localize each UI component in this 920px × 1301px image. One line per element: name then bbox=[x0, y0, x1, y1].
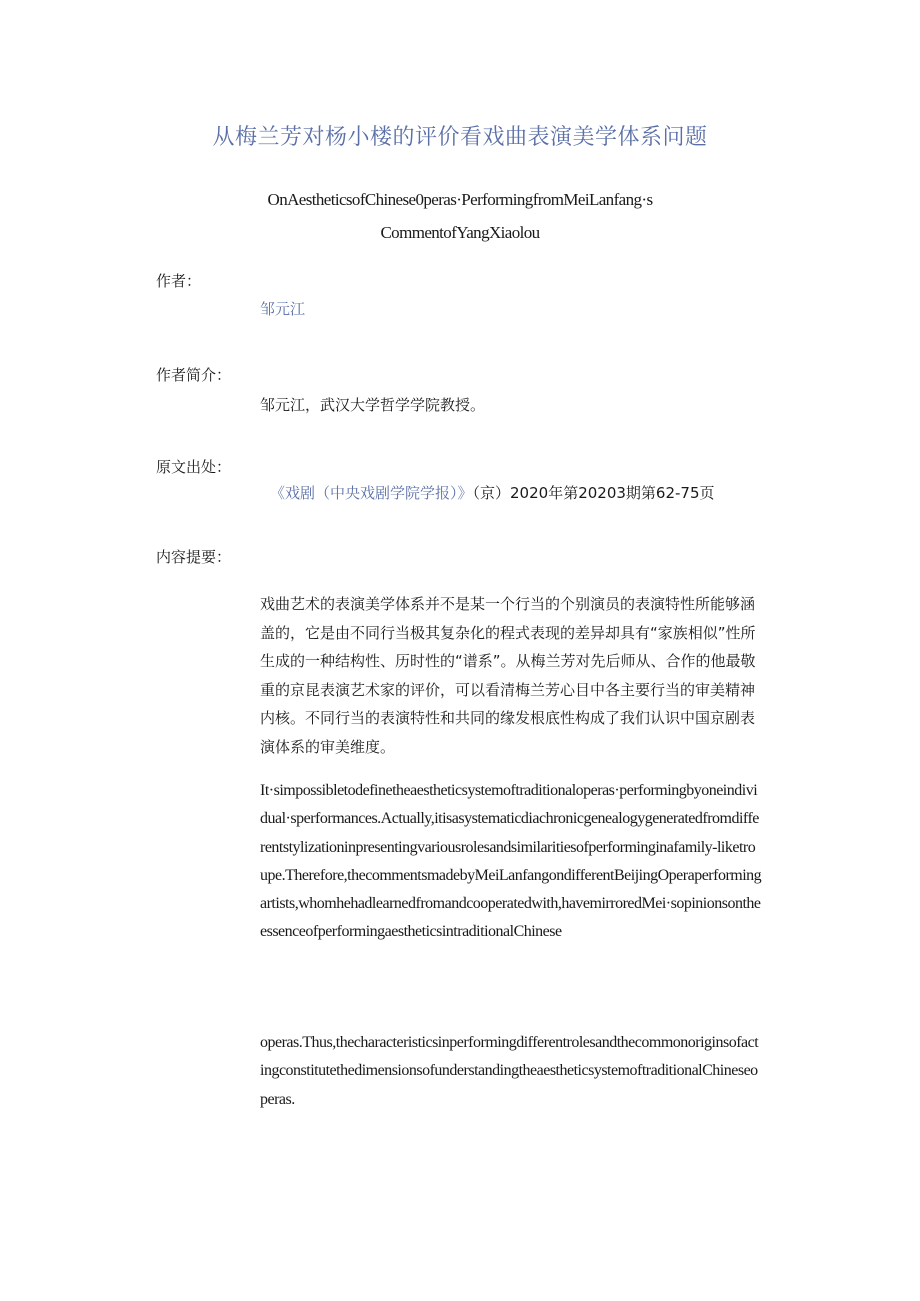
article-title-english-line-1: OnAestheticsofChinese0peras·PerformingfromMeiLanfang·s bbox=[267, 190, 653, 209]
author-bio-text: 邹元江，武汉大学哲学学院教授。 bbox=[260, 396, 486, 414]
source-line bbox=[270, 482, 715, 503]
author-label: 作者： bbox=[156, 272, 202, 290]
author-name-link[interactable] bbox=[260, 298, 305, 319]
abstract-label: 内容提要： bbox=[156, 548, 232, 566]
source-label: 原文出处： bbox=[156, 458, 232, 476]
abstract-chinese: 戏曲艺术的表演美学体系并不是某一个行当的个别演员的表演特性所能够涵盖的，它是由不同行当极其复杂化的程式表现的差异却具有“家族相似”性所生成的一种结构性、历时性的“谱系”。从梅兰芳对先后师从、合作的他最敬重的京昆表演艺术家的评价，可以看清梅兰芳心目中各主要行当的审美精神内核。不同行当的表演特性和共同的缘发根底性构成了我们认识中国京剧表演体系的审美维度。 bbox=[260, 595, 756, 756]
abstract-english-paragraph-1: It·simpossibletodefinetheaestheticsystemoftraditionaloperas·performingbyoneindividual·sperformances.Actually,itisasystematicdiachronicgenealogygeneratedfromdifferentstylizationinpresentingvariousrolesandsimilaritiesofperforminginafamily-liketroupe.Therefore,thecommentsmadebyMeiLanfangondifferentBeijingOperaperformingartists,whomhehadlearnedfromandcooperatedwith,havemirroredMei·sopinionsontheessenceofperformingaestheticsintraditionalChinese bbox=[260, 782, 762, 941]
journal-link[interactable]: 《戏剧（中央戏剧学院学报）》 bbox=[270, 484, 473, 502]
article-title-chinese: 从梅兰芳对杨小楼的评价看戏曲表演美学体系问题 bbox=[212, 125, 708, 150]
article-title-english bbox=[140, 183, 780, 249]
author-link[interactable]: 邹元江 bbox=[260, 300, 306, 318]
article-title-english-line-2: CommentofYangXiaolou bbox=[380, 223, 540, 242]
source-details: （京）2020年第20203期第62-75页 bbox=[472, 484, 715, 502]
author-bio-label: 作者简介： bbox=[156, 366, 232, 384]
abstract-english-paragraph-2: operas.Thus,thecharacteristicsinperformingdifferentrolesandthecommonoriginsofactingconstitutethedimensionsofunderstandingtheaestheticsystemoftraditionalChineseoperas. bbox=[260, 1034, 759, 1108]
